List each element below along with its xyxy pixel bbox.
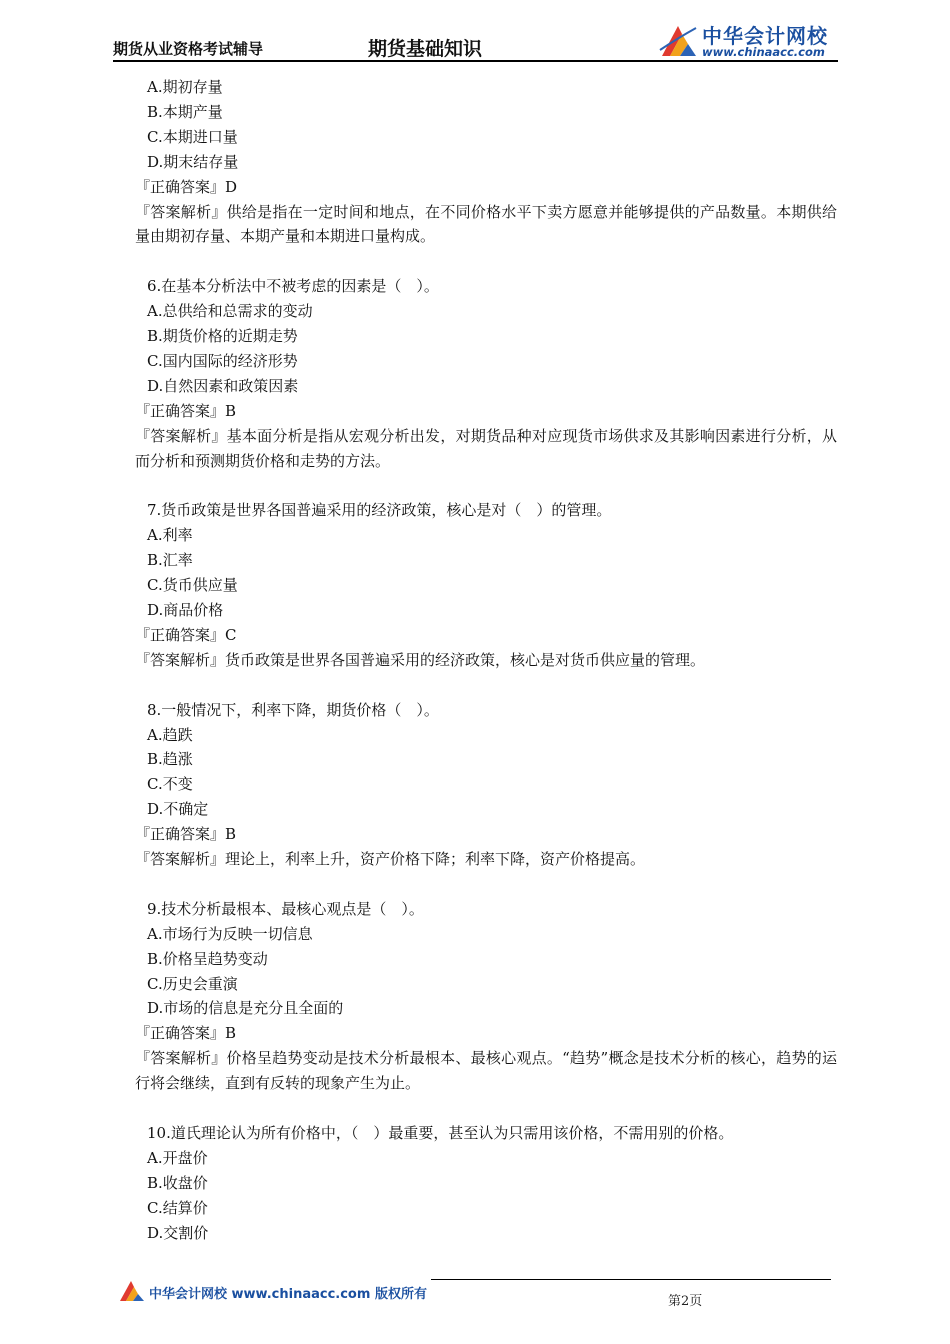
question-block-8 (137, 698, 837, 872)
logo-url: www.chinaacc.com (702, 45, 825, 59)
correct-answer: 『正确答案』C (135, 625, 237, 644)
logo-mark-icon (658, 20, 698, 58)
answer-analysis: 『答案解析』货币政策是世界各国普遍采用的经济政策，核心是对货币供应量的管理。 (135, 650, 706, 669)
option: D.期末结存量 (147, 152, 239, 171)
logo-name: 中华会计网校 (702, 24, 828, 48)
option: A.利率 (147, 526, 193, 545)
exam-series-title: 期货从业资格考试辅导 (113, 40, 264, 58)
option: C.本期进口量 (147, 127, 238, 146)
footer-copyright: 中华会计网校 www.chinaacc.com 版权所有 (149, 1287, 427, 1302)
correct-answer: 『正确答案』D (135, 177, 238, 196)
answer-analysis: 『答案解析』理论上，利率上升，资产价格下降；利率下降，资产价格提高。 (135, 850, 646, 869)
question-stem: 6.在基本分析法中不被考虑的因素是（ ）。 (147, 277, 439, 296)
subject-title: 期货基础知识 (368, 38, 483, 60)
answer-analysis: 『答案解析』基本面分析是指从宏观分析出发，对期货品种对应现货市场供求及其影响因素进行分析，从而分析和预测期货价格和走势的方法。 (135, 426, 837, 470)
option: D.不确定 (147, 800, 209, 819)
question-block-9 (137, 897, 837, 1096)
option: D.交割价 (147, 1223, 209, 1242)
footer-logo-icon (118, 1277, 146, 1303)
option: B.汇率 (147, 551, 193, 570)
option: C.历史会重演 (147, 974, 238, 993)
option: D.自然因素和政策因素 (147, 376, 299, 395)
question-block-6 (137, 274, 837, 473)
option: B.趋涨 (147, 750, 193, 769)
question-block-7 (137, 498, 837, 672)
option: C.不变 (147, 775, 193, 794)
question-block-5-continuation (137, 75, 837, 249)
answer-analysis: 『答案解析』价格呈趋势变动是技术分析最根本、最核心观点。“趋势”概念是技术分析的核心，趋势的运行将会继续，直到有反转的现象产生为止。 (135, 1049, 837, 1093)
page-header (113, 18, 838, 62)
chinaacc-logo (658, 18, 838, 60)
option: A.期初存量 (147, 78, 223, 96)
correct-answer: 『正确答案』B (135, 401, 237, 420)
question-stem: 10.道氏理论认为所有价格中，（ ）最重要，甚至认为只需用该价格，不需用别的价格。 (147, 1123, 734, 1142)
option: A.市场行为反映一切信息 (147, 924, 313, 943)
question-stem: 7.货币政策是世界各国普遍采用的经济政策，核心是对（ ）的管理。 (147, 501, 612, 520)
option: D.商品价格 (147, 601, 224, 619)
correct-answer: 『正确答案』B (135, 825, 237, 844)
option: A.总供给和总需求的变动 (147, 302, 313, 321)
answer-analysis: 『答案解析』供给是指在一定时间和地点，在不同价格水平下卖方愿意并能够提供的产品数量。本期供给量由期初存量、本期产量和本期进口量构成。 (135, 202, 837, 246)
option: B.收盘价 (147, 1173, 208, 1192)
option: A.开盘价 (147, 1148, 208, 1167)
option: B.本期产量 (147, 102, 223, 121)
page-number: 第2页 (668, 1294, 703, 1309)
question-stem: 9.技术分析最根本、最核心观点是（ ）。 (147, 899, 424, 918)
option: C.货币供应量 (147, 576, 238, 595)
header-rule (113, 60, 838, 62)
footer-rule (431, 1279, 831, 1280)
option: B.价格呈趋势变动 (147, 949, 268, 968)
option: D.市场的信息是充分且全面的 (147, 999, 344, 1018)
option: C.国内国际的经济形势 (147, 351, 298, 370)
option: B.期货价格的近期走势 (147, 327, 298, 346)
question-content (137, 75, 837, 1246)
option: C.结算价 (147, 1198, 208, 1217)
option: A.趋跌 (147, 725, 193, 744)
question-stem: 8.一般情况下，利率下降，期货价格（ ）。 (147, 700, 439, 719)
question-block-10 (137, 1121, 837, 1246)
page-footer (113, 1275, 838, 1315)
correct-answer: 『正确答案』B (135, 1024, 237, 1043)
